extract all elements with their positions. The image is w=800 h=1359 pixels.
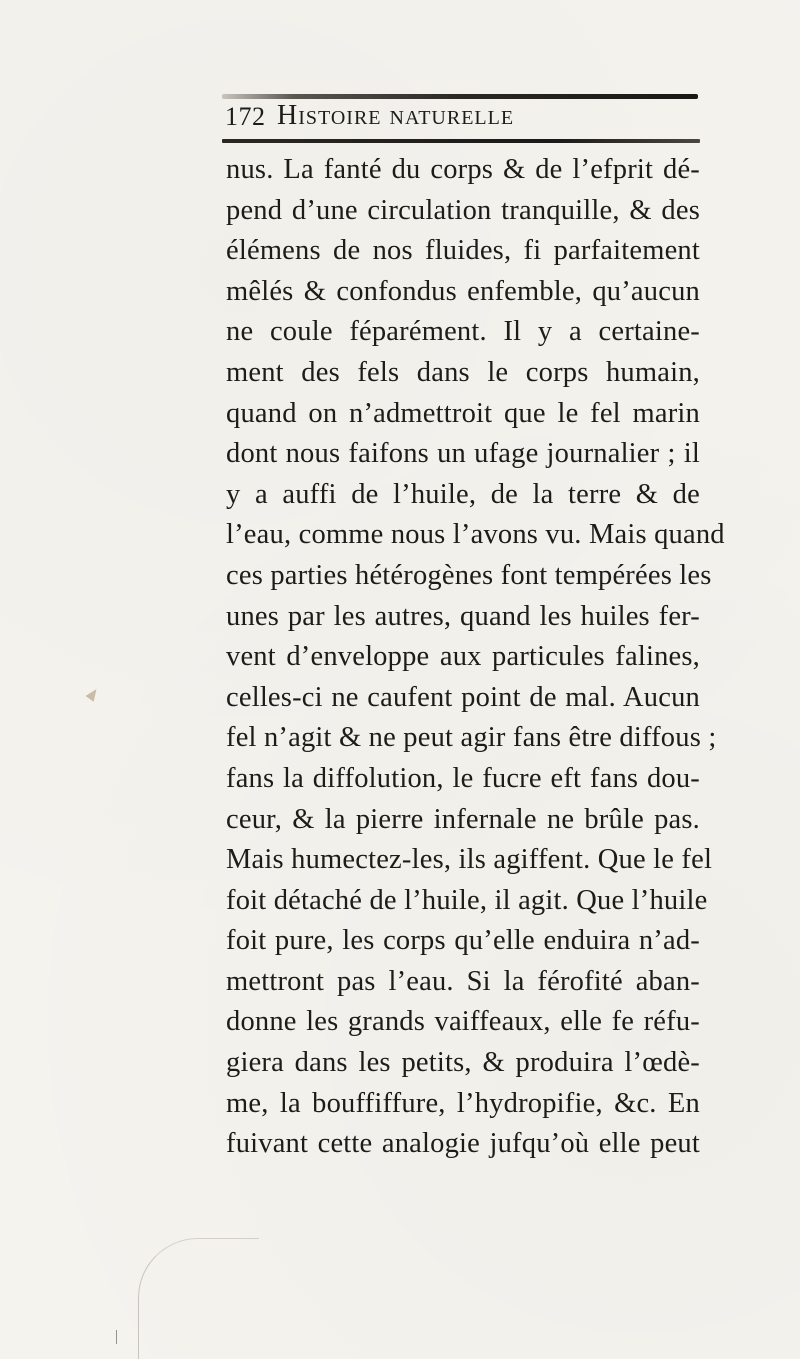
text-line: celles-ci ne caufent point de mal. Aucun bbox=[226, 681, 700, 713]
text-line: ces parties hétérogènes font tempérées les bbox=[226, 559, 712, 591]
page-header bbox=[225, 100, 697, 136]
text-line: nus. La fanté du corps & de l’efprit dé- bbox=[226, 154, 700, 185]
text-line: élémens de nos fluides, fi parfaitement bbox=[226, 235, 700, 267]
margin-ink-mark bbox=[85, 686, 100, 702]
text-line: ment des fels dans le corps humain, bbox=[226, 356, 700, 388]
text-line: fel n’agit & ne peut agir fans être diffous ; bbox=[226, 722, 717, 754]
text-line: vent d’enveloppe aux particules falines, bbox=[226, 641, 700, 673]
body-text bbox=[226, 150, 725, 1165]
header-rule bbox=[222, 139, 700, 143]
text-line: ne coule féparément. Il y a certaine- bbox=[226, 316, 700, 348]
text-line: Mais humectez-les, ils agiffent. Que le fel bbox=[226, 844, 713, 876]
text-line: y a auffi de l’huile, de la terre & de bbox=[226, 478, 700, 510]
text-line: quand on n’admettroit que le fel marin bbox=[226, 397, 700, 429]
text-line: foit pure, les corps qu’elle enduira n’ad- bbox=[226, 925, 700, 957]
text-line: dont nous faifons un ufage journalier ; il bbox=[226, 438, 700, 470]
text-line: mettront pas l’eau. Si la férofité aban- bbox=[226, 965, 700, 997]
paper-tick-mark bbox=[116, 1330, 117, 1344]
paper-crease-mark bbox=[138, 1238, 259, 1359]
text-line: giera dans les petits, & produira l’œdè- bbox=[226, 1047, 700, 1079]
page-number: 172 bbox=[225, 102, 266, 131]
text-line: mêlés & confondus enfemble, qu’aucun bbox=[226, 275, 700, 307]
text-line: l’eau, comme nous l’avons vu. Mais quand bbox=[226, 519, 725, 551]
text-line: foit détaché de l’huile, il agit. Que l’huile bbox=[226, 884, 708, 916]
running-title: Histoire naturelle bbox=[277, 100, 515, 131]
text-line: pend d’une circulation tranquille, & des bbox=[226, 194, 700, 226]
text-line: ceur, & la pierre infernale ne brûle pas. bbox=[226, 803, 700, 835]
text-line: me, la bouffiffure, l’hydropifie, &c. En bbox=[226, 1087, 700, 1119]
text-line: fuivant cette analogie jufqu’où elle peut bbox=[226, 1128, 700, 1160]
top-decorative-rule bbox=[222, 94, 698, 99]
text-line: fans la diffolution, le fucre eft fans dou- bbox=[226, 762, 700, 794]
text-line: unes par les autres, quand les huiles fer- bbox=[226, 600, 700, 632]
text-line: donne les grands vaiffeaux, elle fe réfu- bbox=[226, 1006, 700, 1038]
